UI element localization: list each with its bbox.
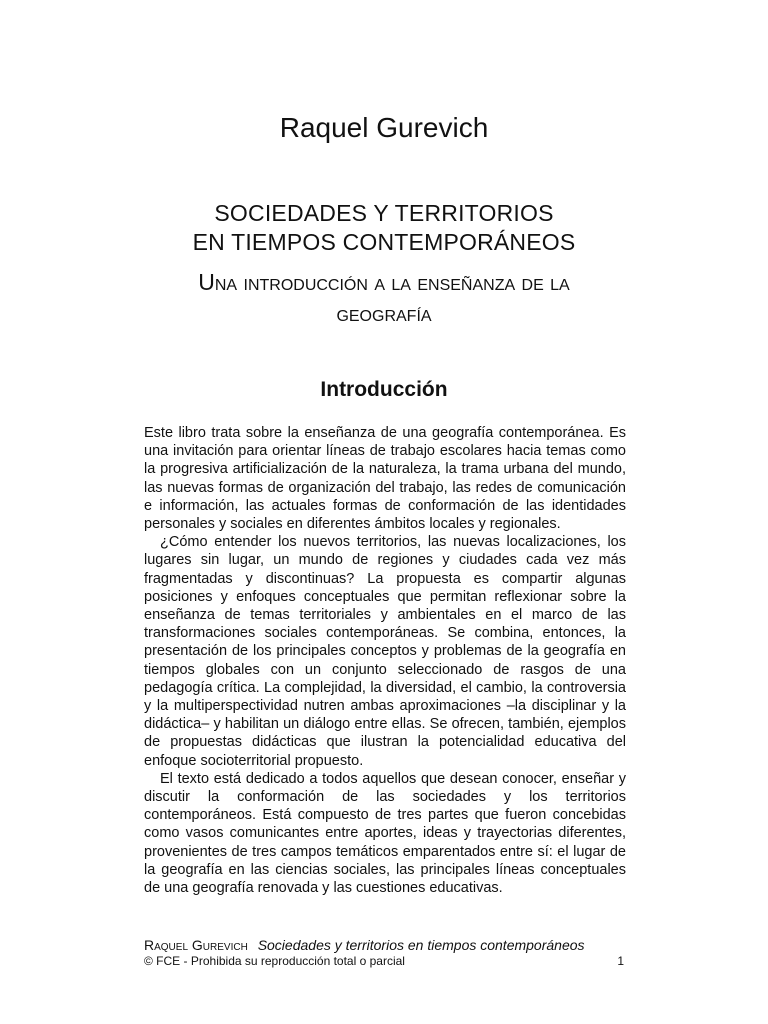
book-title-line-2: EN TIEMPOS CONTEMPORÁNEOS bbox=[192, 229, 576, 255]
footer-author: Raquel Gurevich bbox=[144, 937, 248, 953]
paragraph-3: El texto está dedicado a todos aquellos que desean conocer, enseñar y discutir la conformación de las sociedades y los territorios contemporáneos. Está compuesto de tres partes que fueron concebidas como vasos comunicantes entre aportes, ideas y trayectorias diferentes, provenientes de tres campos temáticos emparentados entre sí: el lugar de la geografía en las ciencias sociales, las principales líneas conceptuales de una geografía renovada y las cuestiones educativas. bbox=[144, 770, 626, 897]
section-heading: Introducción bbox=[320, 378, 448, 401]
page-number: 1 bbox=[617, 954, 624, 968]
running-footer bbox=[144, 936, 644, 954]
copyright-line bbox=[144, 953, 624, 969]
body-text bbox=[144, 424, 626, 897]
paragraph-1: Este libro trata sobre la enseñanza de una geografía contemporánea. Es una invitación para orientar líneas de trabajo escolares hacia temas como la progresiva artificialización de la naturaleza, la trama urbana del mundo, las nuevas formas de organización del trabajo, las redes de comunicación e información, las actuales formas de conformación de las identidades personales y sociales en diferentes ámbitos locales y regionales. bbox=[144, 425, 626, 533]
paragraph-2: ¿Cómo entender los nuevos territorios, las nuevas localizaciones, los lugares sin lugar, un mundo de regiones y ciudades cada vez más fragmentadas y discontinuas? La propuesta es compartir algunas posiciones y enfoques conceptuales que permitan reflexionar sobre la enseñanza de temas territoriales y ambientales en el marco de las transformaciones sociales contemporáneas. Se combina, entonces, la presentación de los principales conceptos y problemas de la geografía en tiempos globales con un conjunto seleccionado de rasgos de una pedagogía crítica. La complejidad, la diversidad, el cambio, la controversia y la multiperspectividad nutren ambas aproximaciones –la disciplinar y la didáctica– y habilitan un diálogo entre ellas. Se ofrecen, también, ejemplos de propuestas didácticas que ilustran la potencialidad educativa del enfoque socioterritorial propuesto. bbox=[144, 534, 626, 769]
book-title-line-1: SOCIEDADES Y TERRITORIOS bbox=[214, 200, 554, 226]
copyright-notice: © FCE - Prohibida su reproducción total o parcial bbox=[144, 954, 405, 968]
author-name: Raquel Gurevich bbox=[279, 112, 489, 143]
book-subtitle-line-2: geografía bbox=[336, 300, 432, 326]
book-subtitle-line-1: Una introducción a la enseñanza de la bbox=[198, 269, 570, 295]
footer-book-title: Sociedades y territorios en tiempos contemporáneos bbox=[257, 937, 585, 953]
